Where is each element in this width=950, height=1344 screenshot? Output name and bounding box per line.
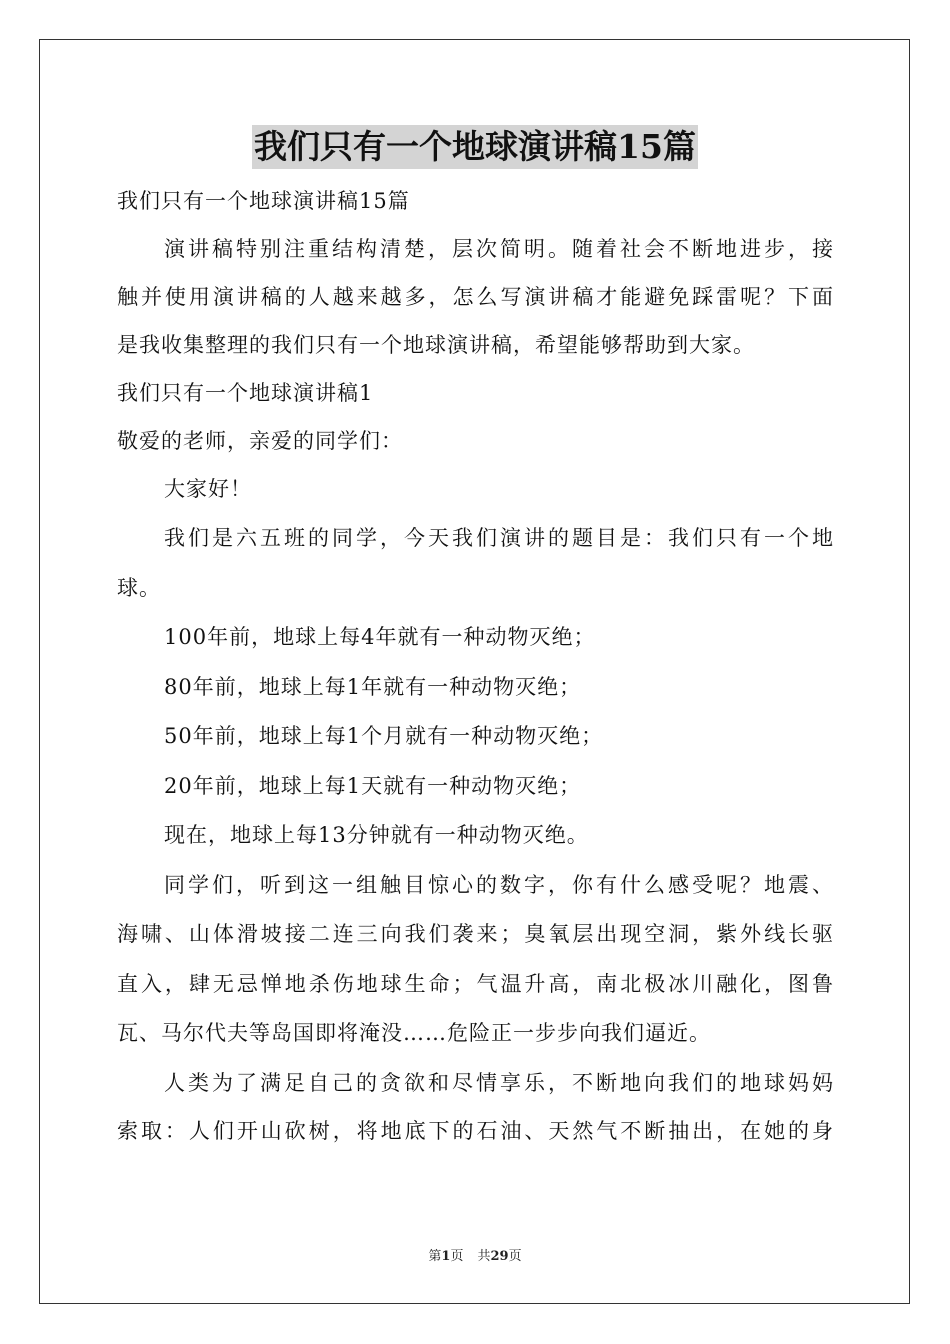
paragraph-line: 触并使用演讲稿的人越来越多，怎么写演讲稿才能避免踩雷呢？下面	[117, 285, 833, 309]
section-heading: 我们只有一个地球演讲稿1	[117, 381, 374, 405]
paragraph-line: 50年前，地球上每1个月就有一种动物灭绝；	[164, 724, 604, 748]
paragraph-line: 同学们，听到这一组触目惊心的数字，你有什么感受呢？地震、	[164, 873, 833, 897]
paragraph-line: 直入，肆无忌惮地杀伤地球生命；气温升高，南北极冰川融化，图鲁	[117, 972, 833, 996]
page-prefix: 第	[428, 1249, 442, 1264]
paragraph-line: 是我收集整理的我们只有一个地球演讲稿，希望能够帮助到大家。	[117, 333, 755, 357]
paragraph-line: 球。	[117, 576, 161, 600]
title-wrap	[0, 125, 950, 169]
subtitle-line: 我们只有一个地球演讲稿15篇	[117, 189, 410, 213]
salutation-line: 敬爱的老师，亲爱的同学们：	[117, 429, 403, 453]
paragraph-line: 索取：人们开山砍树，将地底下的石油、天然气不断抽出，在她的身	[117, 1119, 833, 1143]
page-current: 1	[441, 1249, 451, 1264]
paragraph-line: 100年前，地球上每4年就有一种动物灭绝；	[164, 625, 596, 649]
page-footer	[0, 1245, 950, 1264]
total-prefix: 共	[477, 1249, 491, 1264]
greeting-line: 大家好！	[164, 477, 252, 501]
paragraph-line: 瓦、马尔代夫等岛国即将淹没……危险正一步步向我们逼近。	[117, 1021, 711, 1045]
total-suffix: 页	[508, 1249, 522, 1264]
paragraph-line: 80年前，地球上每1年就有一种动物灭绝；	[164, 675, 582, 699]
document-body	[117, 177, 833, 1155]
paragraph-line: 人类为了满足自己的贪欲和尽情享乐，不断地向我们的地球妈妈	[164, 1071, 833, 1095]
paragraph-line: 现在，地球上每13分钟就有一种动物灭绝。	[164, 823, 589, 847]
document-title: 我们只有一个地球演讲稿15篇	[252, 125, 698, 169]
paragraph-line: 20年前，地球上每1天就有一种动物灭绝；	[164, 774, 582, 798]
paragraph-line: 演讲稿特别注重结构清楚，层次简明。随着社会不断地进步，接	[164, 237, 833, 261]
page-total: 29	[490, 1249, 509, 1264]
paragraph-line: 海啸、山体滑坡接二连三向我们袭来；臭氧层出现空洞，紫外线长驱	[117, 922, 833, 946]
page-suffix: 页	[450, 1249, 464, 1264]
paragraph-line: 我们是六五班的同学，今天我们演讲的题目是：我们只有一个地	[164, 526, 833, 550]
